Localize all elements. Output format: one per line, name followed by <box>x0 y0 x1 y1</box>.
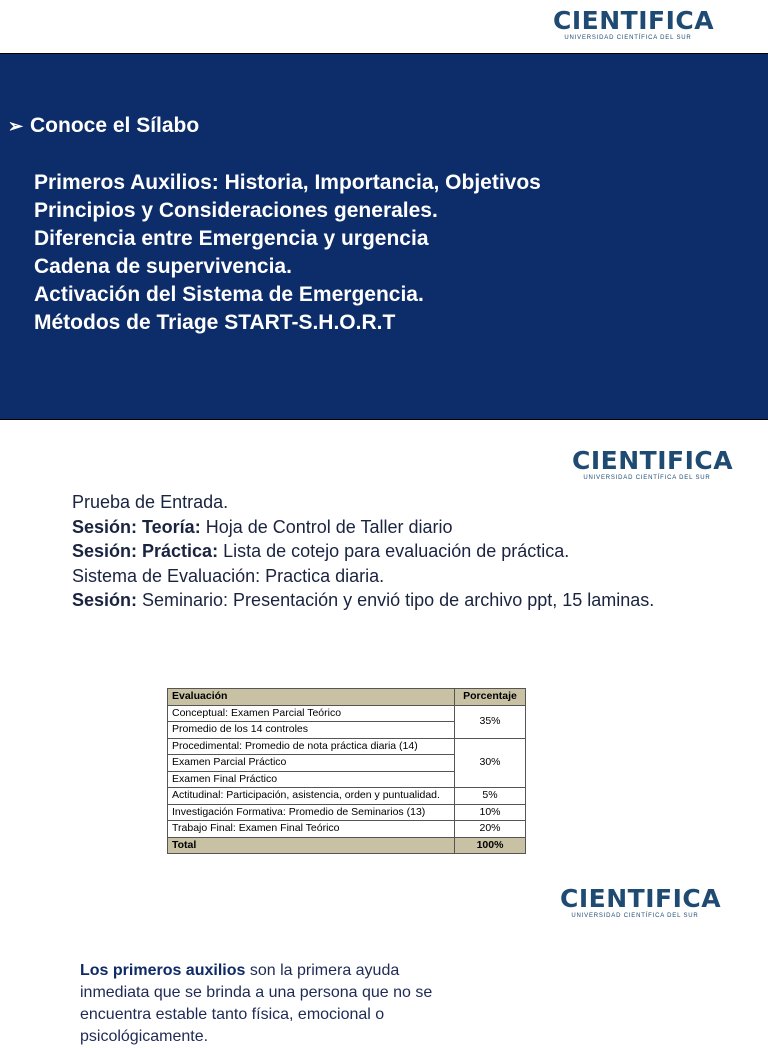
syllabus-heading-text: Conoce el Sílabo <box>30 114 200 137</box>
table-row <box>168 788 526 805</box>
slide-syllabus <box>0 53 768 420</box>
instrument-line: Sesión: Seminario: Presentación y envió tipo de archivo ppt, 15 laminas. <box>72 590 655 610</box>
instrument-line: Sesión: Teoría: Hoja de Control de Taller diario <box>72 516 453 537</box>
cientifica-logo <box>553 6 715 41</box>
evaluation-cell: Investigación Formativa: Promedio de Seminarios (13) <box>168 804 455 821</box>
percentage-cell: 5% <box>455 788 526 805</box>
instrument-line: Sistema de Evaluación: Practica diaria. <box>72 565 385 586</box>
evaluation-cell: Procedimental: Promedio de nota práctica diaria (14) <box>168 738 455 755</box>
cientifica-logo <box>560 884 722 919</box>
logo-tagline: UNIVERSIDAD CIENTÍFICA DEL SUR <box>564 35 692 41</box>
instrument-line: Prueba de Entrada. <box>72 492 229 512</box>
definition-lead: Los primeros auxilios <box>80 962 246 979</box>
syllabus-topic: Primeros Auxilios: Historia, Importancia, Objetivos <box>34 171 541 194</box>
percentage-cell: 35% <box>455 705 526 738</box>
arrow-bullet-icon: ➢ <box>8 115 24 136</box>
syllabus-topic: Principios y Consideraciones generales. <box>34 199 438 222</box>
percentage-cell: 30% <box>455 738 526 788</box>
table-row <box>168 804 526 821</box>
first-aid-definition <box>80 960 450 1048</box>
evaluation-cell: Examen Parcial Práctico <box>168 755 455 772</box>
syllabus-topic: Métodos de Triage START-S.H.O.R.T <box>34 311 396 334</box>
logo-wordmark: CIENTIFICA <box>572 446 734 475</box>
cientifica-logo <box>572 446 734 481</box>
table-header-row <box>168 689 526 706</box>
table-row <box>168 738 526 755</box>
logo-tagline: UNIVERSIDAD CIENTÍFICA DEL SUR <box>583 475 711 481</box>
percentage-cell: 20% <box>455 821 526 838</box>
column-header-evaluation: Evaluación <box>168 689 455 706</box>
evaluation-table <box>167 688 526 854</box>
instrument-line: Sesión: Práctica: Lista de cotejo para evaluación de práctica. <box>72 541 570 561</box>
syllabus-topic-list <box>34 169 541 337</box>
logo-wordmark: CIENTIFICA <box>560 884 722 913</box>
syllabus-topic: Activación del Sistema de Emergencia. <box>34 283 424 306</box>
percentage-cell: 10% <box>455 804 526 821</box>
table-row <box>168 705 526 722</box>
syllabus-heading <box>8 114 199 138</box>
syllabus-topic: Diferencia entre Emergencia y urgencia <box>34 227 429 250</box>
total-percentage: 100% <box>455 837 526 854</box>
evaluation-instruments-list <box>72 490 654 613</box>
definition-body: son la primera ayuda inmediata que se brinda a una persona que no se encuentra estable tanto física, emocional o psicológicamente. <box>80 962 433 1045</box>
evaluation-cell: Trabajo Final: Examen Final Teórico <box>168 821 455 838</box>
total-label: Total <box>168 837 455 854</box>
logo-wordmark: CIENTIFICA <box>553 6 715 35</box>
syllabus-topic: Cadena de supervivencia. <box>34 255 292 278</box>
evaluation-cell: Conceptual: Examen Parcial Teórico <box>168 705 455 722</box>
evaluation-cell: Promedio de los 14 controles <box>168 722 455 739</box>
column-header-percentage: Porcentaje <box>455 689 526 706</box>
evaluation-cell: Actitudinal: Participación, asistencia, orden y puntualidad. <box>168 788 455 805</box>
logo-tagline: UNIVERSIDAD CIENTÍFICA DEL SUR <box>571 913 699 919</box>
table-row <box>168 821 526 838</box>
evaluation-cell: Examen Final Práctico <box>168 771 455 788</box>
table-total-row <box>168 837 526 854</box>
